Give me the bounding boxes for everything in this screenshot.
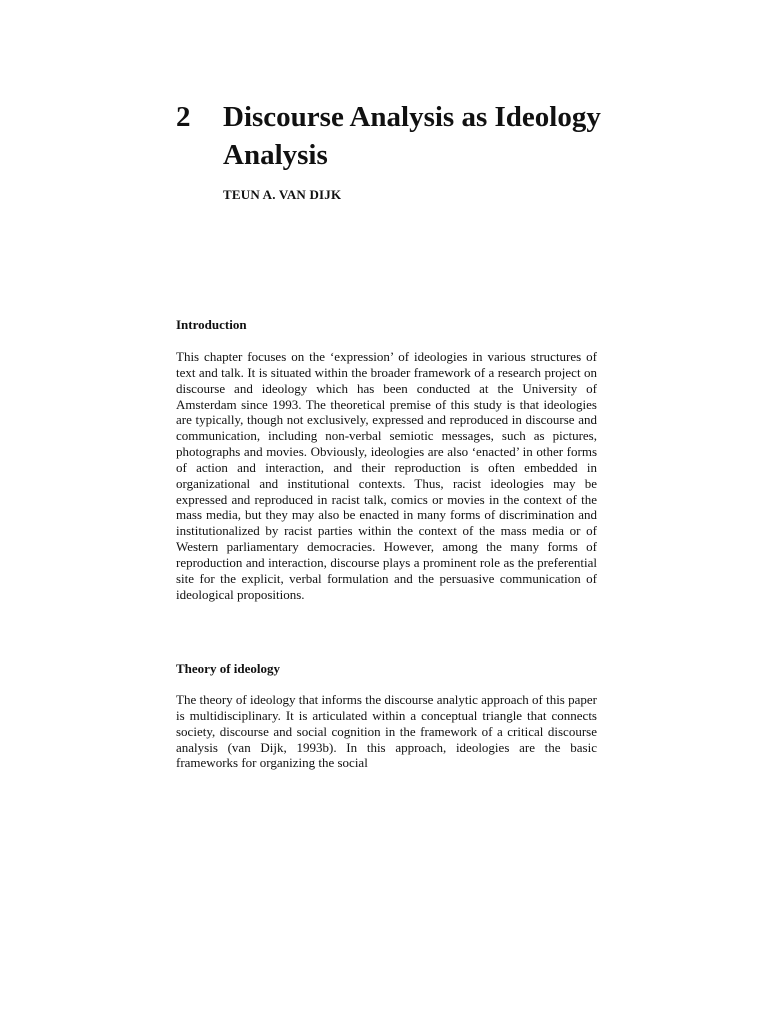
chapter-number: 2 xyxy=(176,101,191,133)
chapter-title: Discourse Analysis as Ideology Analysis xyxy=(223,101,601,171)
chapter-heading xyxy=(176,98,696,174)
introduction-heading xyxy=(176,316,597,334)
section-title: Introduction xyxy=(176,317,247,332)
theory-section xyxy=(176,692,597,771)
theory-paragraph: The theory of ideology that informs the discourse analytic approach of this paper is multidisciplinary. It is articulated within a conceptual triangle that connects society, discourse and social cognition in the framework of a critical discourse analysis (van Dijk, 1993b). In this approach, ideologies are the basic frameworks for organizing the social xyxy=(176,692,597,771)
section-title: Theory of ideology xyxy=(176,661,280,676)
theory-heading xyxy=(176,660,597,678)
introduction-paragraph: This chapter focuses on the ‘expression’ of ideologies in various structures of text and talk. It is situated within the broader framework of a research project on discourse and ideology which has been conducted at the University of Amsterdam since 1993. The theoretical premise of this study is that ideologies are typically, though not exclusively, expressed and reproduced in discourse and communication, including non-verbal semiotic messages, such as pictures, photographs and movies. Obviously, ideologies are also ‘enacted’ in other forms of action and interaction, and their reproduction is often embedded in organizational and institutional contexts. Thus, racist ideologies may be expressed and reproduced in racist talk, comics or movies in the context of the mass media, but they may also be enacted in many forms of discrimination and institutionalized by racist parties within the context of the mass media or of Western parliamentary democracies. However, among the many forms of reproduction and interaction, discourse plays a prominent role as the preferential site for the explicit, verbal formulation and the persuasive communication of ideological propositions. xyxy=(176,349,597,602)
introduction-section xyxy=(176,349,597,603)
author-name: TEUN A. VAN DIJK xyxy=(223,187,342,202)
